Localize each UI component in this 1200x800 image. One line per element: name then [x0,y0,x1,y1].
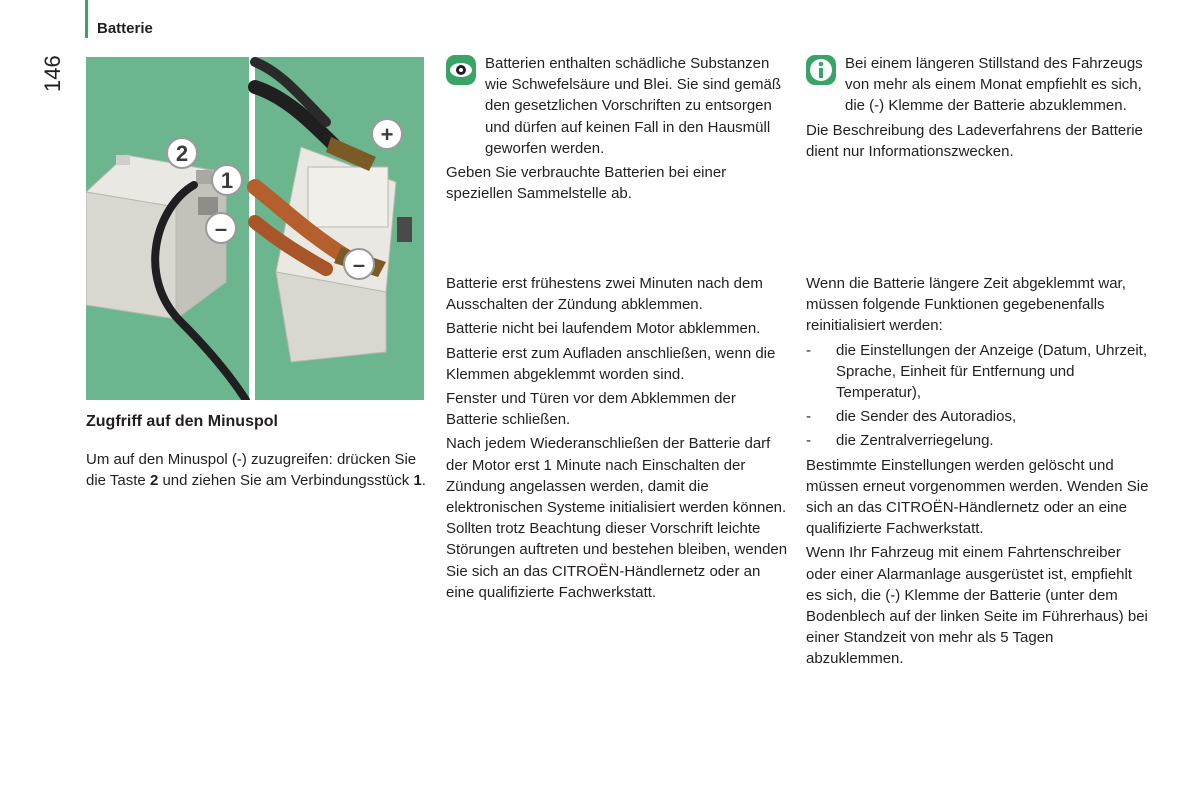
info-note-text-2: Die Beschreibung des Ladeverfahrens der Batterie dient nur Informationszwecken. [806,121,1143,160]
label-minus-right-text: – [352,252,366,277]
minus-access-text-part-1: Um auf den Minuspol (-) zuzugreifen: drücken Sie die Taste [86,451,417,490]
info-icon [806,55,836,85]
reinit-list [806,340,1151,452]
label-2-text: 2 [175,141,189,166]
disconnect-instructions [446,273,791,606]
environment-note-text-1: Batterien enthalten schädliche Substanzen wie Schwefelsäure und Blei. Sie sind gemäß den gesetzlichen Vorschriften zu entsorgen und dürfen auf keinen Fall in den Hausmüll geworfen werden. [485,55,781,157]
list-item: - die Einstellungen der Anzeige (Datum, Uhrzeit, Sprache, Einheit für Entfernung und Temperatur), [806,340,1151,404]
key-2-ref: 2 [149,472,159,490]
key-1-ref: 1 [413,472,422,490]
minus-access-text-end: . [421,472,426,490]
instruction-5: Nach jedem Wiederanschließen der Batterie darf der Motor erst 1 Minute nach Einschalten der Zündung angelassen werden, damit die elektronischen Systeme initialisiert werden können. Sollten trotz Beachtung dieser Vorschrift leichte Störungen auftreten und bestehen bleiben, wenden Sie sich an das CITROËN-Händlernetz oder an eine qualifizierte Fachwerkstatt. [446,435,788,601]
list-item: - die Sender des Autoradios, [806,406,1151,427]
label-minus-left-circle [206,213,236,243]
instruction-3: Batterie erst zum Aufladen anschließen, wenn die Klemmen abgeklemmt worden sind. [446,344,776,383]
environment-note [446,53,791,207]
label-plus-text: + [380,122,394,147]
instruction-2: Batterie nicht bei laufendem Motor abklemmen. [446,320,761,338]
info-note-text-1: Bei einem längeren Stillstand des Fahrzeugs von mehr als einem Monat empfiehlt es sich, die (-) Klemme der Batterie abzuklemmen. [845,55,1143,115]
eye-icon [446,55,476,85]
instruction-1: Batterie erst frühestens zwei Minuten nach dem Ausschalten der Zündung abklemmen. [446,275,763,314]
minus-access-heading: Zugfriff auf den Minuspol [86,413,278,430]
label-1-circle [212,165,242,195]
label-plus-circle [372,119,402,149]
section-title: Batterie [97,20,153,37]
environment-note-text-2: Geben Sie verbrauchte Batterien bei einer speziellen Sammelstelle ab. [446,164,727,203]
label-minus-left-text: – [214,216,228,241]
reinit-intro: Wenn die Batterie längere Zeit abgeklemmt war, müssen folgende Funktionen gegebenenfalls reinitialisiert werden: [806,275,1126,335]
instruction-4: Fenster und Türen vor dem Abklemmen der Batterie schließen. [446,390,736,429]
page-number: 146 [40,55,65,92]
label-2-circle [167,138,197,168]
label-1-text: 1 [220,168,234,193]
info-note [806,53,1151,165]
reinitialisation-section [806,273,1151,673]
list-item: - die Zentralverriegelung. [806,430,1151,451]
minus-access-text [86,449,426,491]
tachograph-note: Wenn Ihr Fahrzeug mit einem Fahrtenschreiber oder einer Alarmanlage ausgerüstet ist, empfiehlt es sich, die (-) Klemme der Batterie (unter dem Bodenblech auf der linken Seite im Führerhaus) bei einer Standzeit von mehr als 5 Tagen abzuklemmen. [806,544,1148,668]
label-minus-right-circle [344,249,374,279]
reinit-settings-note: Bestimmte Einstellungen werden gelöscht und müssen erneut vorgenommen werden. Wenden Sie sich an das CITROËN-Händlernetz oder an eine qualifizierte Fachwerkstatt. [806,456,1149,538]
minus-access-text-part-2: und ziehen Sie am Verbindungsstück [158,472,414,490]
battery-illustration [86,57,424,400]
section-marker-bar [85,0,88,38]
